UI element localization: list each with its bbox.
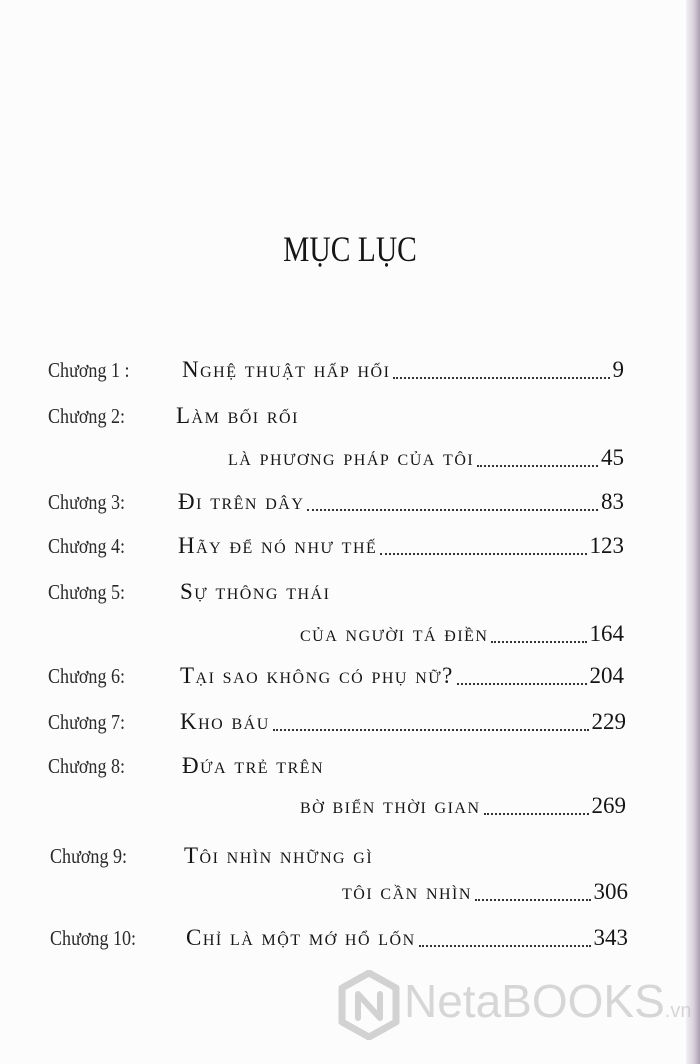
toc-line <box>228 438 624 478</box>
chapter-title: Sự thông thái <box>180 579 331 604</box>
toc-entry[interactable] <box>0 656 700 696</box>
toc-entry-continued[interactable] <box>0 438 700 478</box>
netabooks-watermark <box>336 966 696 1046</box>
dot-leader <box>307 509 598 511</box>
toc-entry[interactable] <box>0 526 700 566</box>
toc-line <box>180 702 626 742</box>
chapter-label: Chương 6: <box>48 664 126 688</box>
toc-line <box>180 656 624 696</box>
chapter-title: Đứa trẻ trên <box>182 753 325 778</box>
toc-entry[interactable] <box>0 702 700 742</box>
toc-entry[interactable] <box>0 746 700 786</box>
watermark-brand-name: NetaBOOKS <box>404 975 665 1027</box>
chapter-title: là phương pháp của tôi <box>228 445 475 470</box>
dot-leader <box>477 465 598 467</box>
toc-line <box>186 918 628 958</box>
chapter-title: Nghệ thuật hấp hối <box>182 357 391 382</box>
page-number: 204 <box>589 663 624 688</box>
toc-entry[interactable] <box>0 350 700 390</box>
chapter-title: bờ biển thời gian <box>300 793 481 818</box>
page-number: 9 <box>612 357 624 382</box>
toc-line <box>184 836 484 876</box>
dot-leader <box>419 945 591 947</box>
toc-line <box>178 526 624 566</box>
page-number: 229 <box>591 709 626 734</box>
chapter-title: Tôi nhìn những gì <box>184 843 374 868</box>
page-number: 45 <box>601 445 624 470</box>
dot-leader <box>380 553 586 555</box>
toc-entry[interactable] <box>0 396 700 436</box>
toc-entry-continued[interactable] <box>0 786 700 826</box>
hexagon-n-logo-icon <box>338 970 400 1040</box>
watermark-brand <box>404 974 691 1028</box>
chapter-label: Chương 4: <box>48 534 126 558</box>
chapter-title: Tại sao không có phụ nữ? <box>180 663 454 688</box>
chapter-title: Hãy để nó như thế <box>178 533 378 558</box>
chapter-title: Chỉ là một mớ hổ lốn <box>186 925 416 950</box>
page-number: 343 <box>593 925 628 950</box>
toc-line <box>342 872 628 912</box>
toc-entry[interactable] <box>0 918 700 958</box>
page-number: 269 <box>591 793 626 818</box>
chapter-title: Làm bối rối <box>176 403 299 428</box>
toc-line <box>178 482 624 522</box>
toc-entry-continued[interactable] <box>0 614 700 654</box>
toc-entry[interactable] <box>0 572 700 612</box>
chapter-label: Chương 9: <box>50 844 128 868</box>
chapter-label: Chương 7: <box>48 710 126 734</box>
chapter-title: của người tá điền <box>300 621 489 646</box>
toc-line <box>300 786 626 826</box>
chapter-label: Chương 2: <box>48 404 126 428</box>
watermark-suffix: .vn <box>664 1000 692 1022</box>
dot-leader <box>491 641 586 643</box>
toc-line <box>182 746 482 786</box>
toc-entry-continued[interactable] <box>0 872 700 912</box>
chapter-label: Chương 5: <box>48 580 126 604</box>
page-number: 164 <box>589 621 624 646</box>
page-number: 83 <box>601 489 624 514</box>
toc-line <box>300 614 624 654</box>
chapter-title: Đi trên dây <box>178 489 305 514</box>
toc-line <box>180 572 480 612</box>
chapter-title: Kho báu <box>180 709 270 734</box>
toc-title: MỤC LỤC <box>283 229 417 269</box>
dot-leader <box>457 683 587 685</box>
dot-leader <box>484 813 589 815</box>
page-number: 123 <box>589 533 624 558</box>
toc-entry[interactable] <box>0 482 700 522</box>
chapter-label: Chương 10: <box>50 926 137 950</box>
dot-leader <box>273 729 589 731</box>
chapter-label: Chương 1 : <box>48 358 130 382</box>
page-number: 306 <box>593 879 628 904</box>
toc-line <box>182 350 624 390</box>
dot-leader <box>393 377 609 379</box>
toc-entry[interactable] <box>0 836 700 876</box>
chapter-label: Chương 3: <box>48 490 126 514</box>
chapter-title: tôi cần nhìn <box>342 879 472 904</box>
chapter-label: Chương 8: <box>48 754 126 778</box>
dot-leader <box>475 899 591 901</box>
toc-line <box>176 396 476 436</box>
